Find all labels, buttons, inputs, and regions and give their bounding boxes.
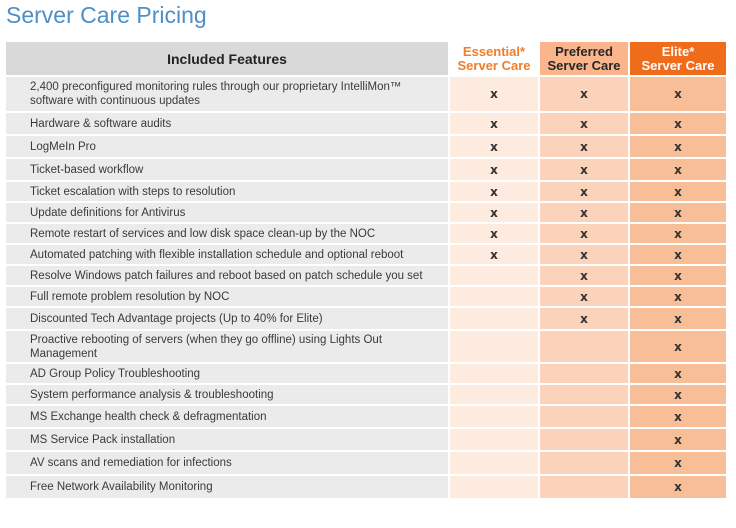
essential-cell: [450, 287, 540, 308]
preferred-cell: [540, 429, 630, 452]
included-mark: x: [580, 311, 588, 326]
preferred-cell: [540, 203, 630, 224]
essential-cell: [450, 476, 540, 500]
preferred-cell: [540, 224, 630, 245]
included-mark: x: [490, 116, 498, 131]
header-elite-line2: Server Care: [641, 57, 715, 73]
table-row: [6, 224, 726, 245]
preferred-cell: [540, 308, 630, 331]
preferred-cell: [540, 287, 630, 308]
table-row: [6, 203, 726, 224]
header-preferred: [540, 42, 630, 77]
page-title: Server Care Pricing: [6, 2, 207, 28]
elite-cell: [630, 331, 726, 364]
essential-cell: [450, 266, 540, 287]
elite-cell: [630, 406, 726, 429]
essential-cell: [450, 429, 540, 452]
feature-cell: AV scans and remediation for infections: [6, 452, 450, 476]
included-mark: x: [674, 387, 682, 402]
included-mark: x: [674, 205, 682, 220]
included-mark: x: [490, 205, 498, 220]
feature-cell: Remote restart of services and low disk space clean-up by the NOC: [6, 224, 450, 245]
header-elite: [630, 42, 726, 77]
elite-cell: [630, 287, 726, 308]
header-essential-line1: Essential*: [462, 43, 526, 59]
table-row: [6, 406, 726, 429]
preferred-cell: [540, 266, 630, 287]
included-mark: x: [674, 432, 682, 447]
header-elite-line1: Elite*: [661, 43, 695, 59]
header-preferred-line1: Preferred: [555, 43, 613, 59]
elite-cell: [630, 308, 726, 331]
preferred-cell: [540, 331, 630, 364]
elite-cell: [630, 77, 726, 113]
table-row: [6, 113, 726, 136]
feature-cell: System performance analysis & troubleshooting: [6, 385, 450, 406]
preferred-cell: [540, 113, 630, 136]
table-row: [6, 429, 726, 452]
included-mark: x: [490, 162, 498, 177]
included-mark: x: [674, 226, 682, 241]
table-row: [6, 385, 726, 406]
included-mark: x: [490, 226, 498, 241]
feature-cell: Resolve Windows patch failures and reboot based on patch schedule you set: [6, 266, 450, 287]
preferred-cell: [540, 364, 630, 385]
essential-cell: [450, 385, 540, 406]
table-row: [6, 136, 726, 159]
preferred-cell: [540, 159, 630, 182]
feature-cell: 2,400 preconfigured monitoring rules through our proprietary IntelliMon™ software with continuous updates: [6, 77, 450, 113]
feature-cell: MS Service Pack installation: [6, 429, 450, 452]
elite-cell: [630, 266, 726, 287]
included-mark: x: [490, 247, 498, 262]
elite-cell: [630, 113, 726, 136]
essential-cell: [450, 77, 540, 113]
table-row: [6, 476, 726, 500]
included-mark: x: [580, 289, 588, 304]
pricing-table: [6, 42, 726, 500]
table-row: [6, 308, 726, 331]
elite-cell: [630, 159, 726, 182]
essential-cell: [450, 308, 540, 331]
included-mark: x: [674, 366, 682, 381]
feature-cell: LogMeIn Pro: [6, 136, 450, 159]
included-mark: x: [674, 268, 682, 283]
elite-cell: [630, 364, 726, 385]
included-mark: x: [580, 226, 588, 241]
header-essential-line2: Server Care: [457, 57, 531, 73]
feature-cell: Update definitions for Antivirus: [6, 203, 450, 224]
included-mark: x: [580, 87, 588, 101]
elite-cell: [630, 245, 726, 266]
included-mark: x: [580, 184, 588, 199]
preferred-cell: [540, 452, 630, 476]
table-row: [6, 245, 726, 266]
elite-cell: [630, 224, 726, 245]
included-mark: x: [490, 184, 498, 199]
included-mark: x: [490, 87, 498, 101]
feature-cell: MS Exchange health check & defragmentation: [6, 406, 450, 429]
preferred-cell: [540, 136, 630, 159]
feature-cell: Proactive rebooting of servers (when they go offline) using Lights Out Management: [6, 331, 450, 364]
table-row: [6, 182, 726, 203]
preferred-cell: [540, 182, 630, 203]
essential-cell: [450, 182, 540, 203]
elite-cell: [630, 476, 726, 500]
included-mark: x: [580, 247, 588, 262]
included-mark: x: [674, 139, 682, 154]
included-mark: x: [580, 139, 588, 154]
feature-cell: Discounted Tech Advantage projects (Up to 40% for Elite): [6, 308, 450, 331]
included-mark: x: [490, 139, 498, 154]
included-mark: x: [580, 116, 588, 131]
included-mark: x: [674, 480, 682, 494]
table-row: [6, 159, 726, 182]
preferred-cell: [540, 385, 630, 406]
included-mark: x: [674, 289, 682, 304]
table-row: [6, 266, 726, 287]
included-mark: x: [674, 184, 682, 199]
header-preferred-line2: Server Care: [547, 57, 621, 73]
essential-cell: [450, 113, 540, 136]
feature-cell: Automated patching with flexible installation schedule and optional reboot: [6, 245, 450, 266]
header-features: Included Features: [6, 42, 450, 77]
included-mark: x: [674, 311, 682, 326]
preferred-cell: [540, 77, 630, 113]
essential-cell: [450, 224, 540, 245]
elite-cell: [630, 182, 726, 203]
included-mark: x: [674, 339, 682, 354]
included-mark: x: [580, 268, 588, 283]
elite-cell: [630, 385, 726, 406]
feature-cell: Free Network Availability Monitoring: [6, 476, 450, 500]
included-mark: x: [674, 456, 682, 470]
included-mark: x: [674, 409, 682, 424]
preferred-cell: [540, 476, 630, 500]
table-row: [6, 452, 726, 476]
table-row: [6, 287, 726, 308]
feature-cell: Hardware & software audits: [6, 113, 450, 136]
essential-cell: [450, 452, 540, 476]
feature-cell: AD Group Policy Troubleshooting: [6, 364, 450, 385]
preferred-cell: [540, 245, 630, 266]
preferred-cell: [540, 406, 630, 429]
elite-cell: [630, 452, 726, 476]
essential-cell: [450, 245, 540, 266]
included-mark: x: [674, 116, 682, 131]
included-mark: x: [580, 162, 588, 177]
table-row: [6, 364, 726, 385]
essential-cell: [450, 406, 540, 429]
elite-cell: [630, 136, 726, 159]
essential-cell: [450, 203, 540, 224]
table-row: [6, 77, 726, 113]
feature-cell: Ticket escalation with steps to resolution: [6, 182, 450, 203]
included-mark: x: [580, 205, 588, 220]
elite-cell: [630, 203, 726, 224]
essential-cell: [450, 159, 540, 182]
included-mark: x: [674, 87, 682, 101]
feature-cell: Full remote problem resolution by NOC: [6, 287, 450, 308]
included-mark: x: [674, 247, 682, 262]
header-row: [6, 42, 726, 77]
essential-cell: [450, 136, 540, 159]
header-essential: [450, 42, 540, 77]
table-body: [6, 77, 726, 500]
included-mark: x: [674, 162, 682, 177]
table-row: [6, 331, 726, 364]
feature-cell: Ticket-based workflow: [6, 159, 450, 182]
essential-cell: [450, 331, 540, 364]
essential-cell: [450, 364, 540, 385]
elite-cell: [630, 429, 726, 452]
